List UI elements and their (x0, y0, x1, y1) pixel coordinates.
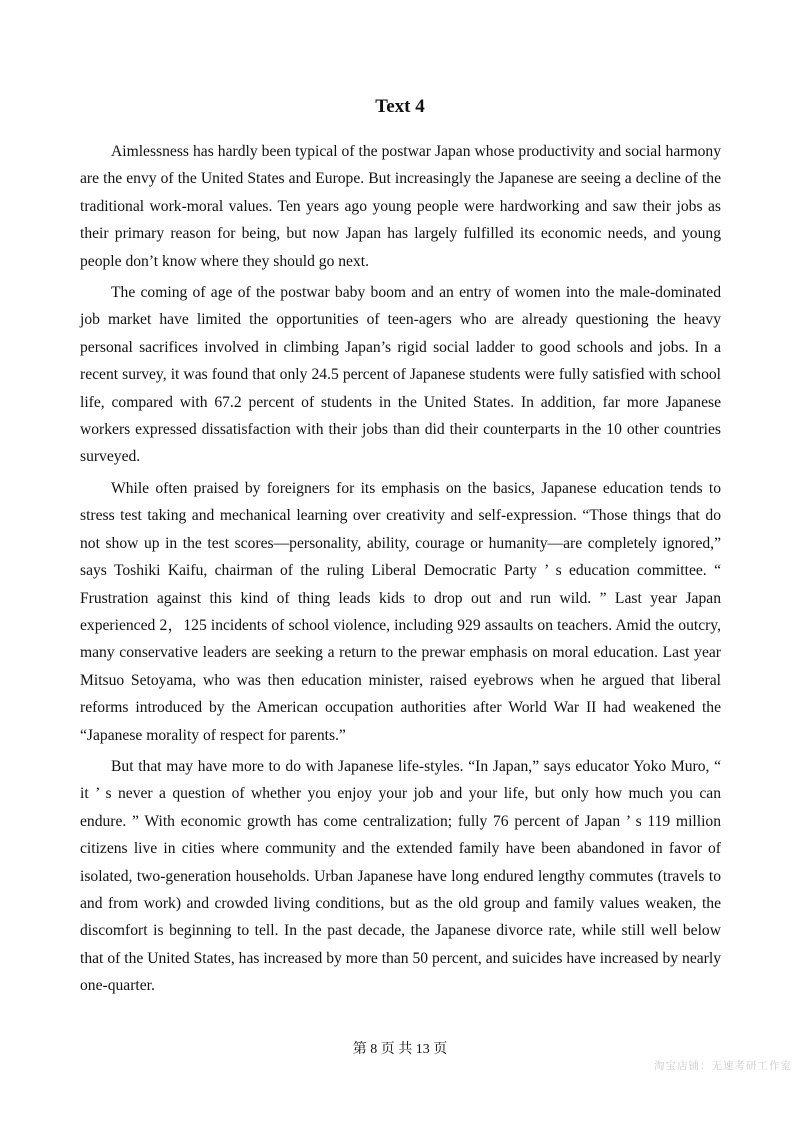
paragraph-1: Aimlessness has hardly been typical of the postwar Japan whose productivity and social harmony are the envy of the United States and Europe. But increasingly the Japanese are seeing a decline of the traditional work-moral values. Ten years ago young people were hardworking and saw their jobs as their primary reason for being, but now Japan has largely fulfilled its economic needs, and young people don’t know where they should go next. (80, 143, 721, 270)
section-title: Text 4 (375, 96, 425, 117)
paragraph-2: The coming of age of the postwar baby boom and an entry of women into the male-dominated job market have limited the opportunities of teen-agers who are already questioning the heavy personal sacrifices involved in climbing Japan’s rigid social ladder to good schools and jobs. In a recent survey, it was found that only 24.5 percent of Japanese students were fully satisfied with school life, compared with 67.2 percent of students in the United States. In addition, far more Japanese workers expressed dissatisfaction with their jobs than did their counterparts in the 10 other countries surveyed. (80, 284, 721, 466)
article-body (80, 138, 721, 1004)
page-number: 第 8 页 共 13 页 (352, 1042, 448, 1057)
paragraph-4: But that may have more to do with Japanese life-styles. “In Japan,” says educator Yoko Muro, “ it ’ s never a question of whether you enjoy your job and your life, but only how much you can endure. ” With economic growth has come centralization; fully 76 percent of Japan ’ s 119 million citizens live in cities where community and the extended family have been abandoned in favor of isolated, two-generation households. Urban Japanese have long endured lengthy commutes (travels to and from work) and crowded living conditions, but as the old group and family values weaken, the discomfort is beginning to tell. In the past decade, the Japanese divorce rate, while still well below that of the United States, has increased by more than 50 percent, and suicides have increased by nearly one-quarter. (80, 757, 721, 995)
paragraph-3: While often praised by foreigners for its emphasis on the basics, Japanese education tends to stress test taking and mechanical learning over creativity and self-expression. “Those things that do not show up in the test scores—personality, ability, courage or humanity—are completely ignored,” says Toshiki Kaifu, chairman of the ruling Liberal Democratic Party ’ s education committee. “ Frustration against this kind of thing leads kids to drop out and run wild. ” Last year Japan experienced 2，125 incidents of school violence, including 929 assaults on teachers. Amid the outcry, many conservative leaders are seeking a return to the prewar emphasis on moral education. Last year Mitsuo Setoyama, who was then education minister, raised eyebrows when he argued that liberal reforms introduced by the American occupation authorities after World War II had weakened the “Japanese morality of respect for parents.” (80, 479, 721, 744)
shop-watermark: 淘宝店铺：无速考研工作室 (654, 1060, 792, 1072)
